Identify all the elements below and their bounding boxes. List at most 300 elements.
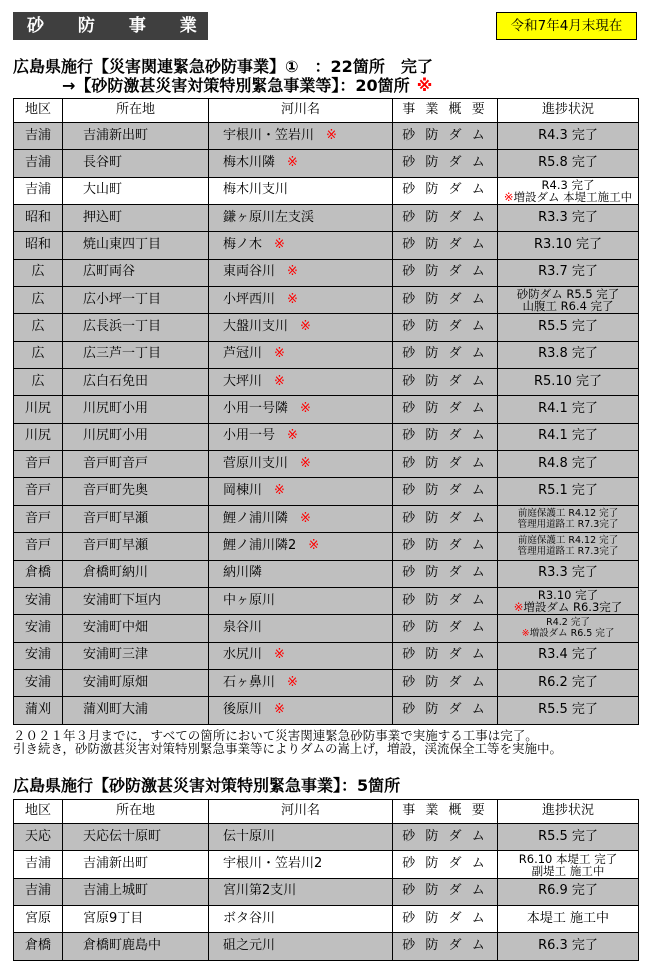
river-cell — [209, 824, 393, 851]
progress-text: R5.5 完了 — [538, 828, 598, 844]
table-header-row — [14, 99, 639, 123]
summary-cell: 砂 防 ダ ム — [393, 533, 498, 560]
table-row — [14, 341, 639, 368]
table-row — [14, 642, 639, 669]
table-row — [14, 906, 639, 933]
progress-text: 前庭保護工 R4.12 完了 — [517, 507, 619, 519]
river-cell — [209, 177, 393, 204]
river-mark: ※ — [274, 237, 285, 253]
disaster-erosion-control-table — [13, 98, 639, 725]
district-cell: 広 — [14, 287, 63, 314]
summary-cell: 砂 防 ダ ム — [393, 824, 498, 851]
section2-heading: 広島県施行【砂防激甚災害対策特別緊急事業】：5箇所 — [13, 776, 401, 795]
column-header-river: 河川名 — [209, 99, 393, 123]
progress-line — [498, 546, 638, 557]
location-cell: 広長浜一丁目 — [63, 314, 209, 341]
river-mark: ※ — [287, 428, 298, 444]
district-cell: 吉浦 — [14, 177, 63, 204]
summary-cell: 砂 防 ダ ム — [393, 478, 498, 505]
district-cell: 音戸 — [14, 533, 63, 560]
river-name: 鯉ノ浦川隣2 — [223, 537, 297, 553]
progress-cell — [498, 642, 639, 669]
river-name: 東両谷川 — [223, 264, 276, 280]
table-row — [14, 533, 639, 560]
progress-line — [498, 628, 638, 639]
column-header-summary: 事 業 概 要 — [393, 800, 498, 824]
section1-subheading-mark: ※ — [416, 76, 433, 95]
summary-cell: 砂 防 ダ ム — [393, 933, 498, 960]
river-name: 岡棟川 — [223, 483, 263, 499]
table-row — [14, 697, 639, 724]
district-cell: 宮原 — [14, 906, 63, 933]
section1-heading: 広島県施行【災害関連緊急砂防事業】① ：22箇所 完了 — [13, 57, 433, 76]
progress-cell — [498, 824, 639, 851]
district-cell: 倉橋 — [14, 560, 63, 587]
district-cell: 吉浦 — [14, 851, 63, 878]
district-cell: 倉橋 — [14, 933, 63, 960]
table-row — [14, 451, 639, 478]
river-name: 梅ノ木 — [223, 237, 263, 253]
river-name: 砠之元川 — [223, 938, 276, 954]
summary-cell: 砂 防 ダ ム — [393, 369, 498, 396]
summary-cell: 砂 防 ダ ム — [393, 505, 498, 532]
river-name: 大坪川 — [223, 373, 263, 389]
table-row — [14, 150, 639, 177]
river-mark: ※ — [274, 701, 285, 717]
progress-cell — [498, 123, 639, 150]
progress-mark: ※ — [503, 189, 514, 204]
progress-line — [498, 617, 638, 628]
district-cell: 吉浦 — [14, 150, 63, 177]
river-name: 伝十原川 — [223, 828, 276, 844]
district-cell: 安浦 — [14, 642, 63, 669]
district-cell: 川尻 — [14, 423, 63, 450]
progress-cell — [498, 478, 639, 505]
summary-cell: 砂 防 ダ ム — [393, 177, 498, 204]
location-cell: 安浦町原畑 — [63, 669, 209, 696]
progress-line — [498, 648, 638, 663]
location-cell: 安浦町下垣内 — [63, 587, 209, 614]
river-mark: ※ — [300, 510, 311, 526]
progress-line — [498, 865, 638, 877]
location-cell: 大山町 — [63, 177, 209, 204]
table-row — [14, 205, 639, 232]
table-row — [14, 259, 639, 286]
table-header-row — [14, 800, 639, 824]
river-mark: ※ — [274, 647, 285, 663]
progress-text: R4.2 完了 — [546, 617, 590, 629]
progress-cell — [498, 423, 639, 450]
location-cell: 広町両谷 — [63, 259, 209, 286]
location-cell: 天応伝十原町 — [63, 824, 209, 851]
progress-cell — [498, 369, 639, 396]
river-name: 納川隣 — [223, 565, 263, 581]
progress-line — [498, 566, 638, 581]
table-row — [14, 878, 639, 905]
district-cell: 安浦 — [14, 587, 63, 614]
table-row — [14, 396, 639, 423]
river-mark: ※ — [326, 127, 337, 143]
location-cell: 川尻町小用 — [63, 396, 209, 423]
progress-text: R3.10 完了 — [537, 588, 599, 603]
district-cell: 広 — [14, 369, 63, 396]
location-cell: 川尻町小用 — [63, 423, 209, 450]
column-header-district: 地区 — [14, 99, 63, 123]
table-header — [14, 800, 639, 824]
progress-text: 山腹工 R6.4 完了 — [522, 299, 614, 314]
special-emergency-project-table — [13, 799, 639, 961]
district-cell: 音戸 — [14, 451, 63, 478]
district-cell: 音戸 — [14, 478, 63, 505]
summary-cell: 砂 防 ダ ム — [393, 396, 498, 423]
district-cell: 広 — [14, 341, 63, 368]
river-cell — [209, 396, 393, 423]
column-header-progress: 進捗状況 — [498, 99, 639, 123]
district-cell: 音戸 — [14, 505, 63, 532]
progress-line — [498, 535, 638, 546]
progress-cell — [498, 933, 639, 960]
progress-cell — [498, 232, 639, 259]
progress-line — [498, 129, 638, 144]
table-row — [14, 669, 639, 696]
table-row — [14, 824, 639, 851]
river-cell — [209, 369, 393, 396]
progress-cell — [498, 287, 639, 314]
progress-text: 管理用道路工 R7.3完了 — [517, 518, 619, 530]
progress-text: R5.10 完了 — [533, 373, 603, 389]
column-header-location: 所在地 — [63, 800, 209, 824]
summary-cell: 砂 防 ダ ム — [393, 642, 498, 669]
progress-text: 管理用道路工 R7.3完了 — [517, 546, 619, 558]
river-mark: ※ — [300, 401, 311, 417]
table-row — [14, 314, 639, 341]
river-name: 水尻川 — [223, 647, 263, 663]
river-mark: ※ — [287, 291, 298, 307]
progress-cell — [498, 314, 639, 341]
progress-text: R5.5 完了 — [538, 319, 598, 335]
progress-cell — [498, 615, 639, 642]
column-header-summary: 事 業 概 要 — [393, 99, 498, 123]
district-cell: 昭和 — [14, 205, 63, 232]
river-name: 中ヶ原川 — [223, 592, 276, 608]
district-cell: 蒲刈 — [14, 697, 63, 724]
river-name: 小用一号隣 — [223, 401, 289, 417]
summary-cell: 砂 防 ダ ム — [393, 259, 498, 286]
progress-text: R6.3 完了 — [538, 938, 598, 954]
location-cell: 安浦町中畑 — [63, 615, 209, 642]
progress-text: R6.10 本堤工 完了 — [518, 851, 618, 866]
district-cell: 広 — [14, 314, 63, 341]
river-name: 小坪西川 — [223, 291, 276, 307]
river-name: 石ヶ鼻川 — [223, 674, 276, 690]
summary-cell: 砂 防 ダ ム — [393, 560, 498, 587]
progress-line — [498, 265, 638, 280]
location-cell: 音戸町早瀬 — [63, 533, 209, 560]
progress-cell — [498, 851, 639, 878]
progress-text: 副堤工 施工中 — [531, 863, 605, 878]
progress-line — [498, 601, 638, 613]
location-cell: 音戸町音戸 — [63, 451, 209, 478]
progress-line — [498, 830, 638, 845]
progress-cell — [498, 697, 639, 724]
river-cell — [209, 423, 393, 450]
progress-cell — [498, 533, 639, 560]
summary-cell: 砂 防 ダ ム — [393, 697, 498, 724]
progress-cell — [498, 878, 639, 905]
table-row — [14, 615, 639, 642]
progress-line — [498, 703, 638, 718]
river-cell — [209, 150, 393, 177]
progress-mark: ※ — [513, 600, 524, 615]
progress-cell — [498, 205, 639, 232]
river-cell — [209, 123, 393, 150]
progress-text: 増設ダム R6.3完了 — [523, 600, 623, 615]
summary-cell: 砂 防 ダ ム — [393, 851, 498, 878]
progress-text: R6.9 完了 — [538, 883, 598, 899]
progress-cell — [498, 341, 639, 368]
river-mark: ※ — [274, 346, 285, 362]
table-row — [14, 232, 639, 259]
river-cell — [209, 851, 393, 878]
summary-cell: 砂 防 ダ ム — [393, 615, 498, 642]
summary-cell: 砂 防 ダ ム — [393, 423, 498, 450]
river-cell — [209, 906, 393, 933]
table-row — [14, 423, 639, 450]
progress-line — [498, 238, 638, 253]
summary-cell: 砂 防 ダ ム — [393, 906, 498, 933]
page-title: 砂 防 事 業 — [13, 12, 208, 40]
section1-subheading — [62, 77, 432, 95]
river-cell — [209, 205, 393, 232]
river-name: 鯉ノ浦川隣 — [223, 510, 289, 526]
progress-line — [498, 156, 638, 171]
progress-line — [498, 375, 638, 390]
location-cell: 吉浦新出町 — [63, 851, 209, 878]
summary-cell: 砂 防 ダ ム — [393, 878, 498, 905]
river-cell — [209, 478, 393, 505]
progress-line — [498, 300, 638, 312]
progress-cell — [498, 259, 639, 286]
river-cell — [209, 560, 393, 587]
river-name: 宇根川・笠岩川2 — [223, 856, 323, 872]
column-header-district: 地区 — [14, 800, 63, 824]
location-cell: 広白石免田 — [63, 369, 209, 396]
column-header-river: 河川名 — [209, 800, 393, 824]
progress-text: R4.3 完了 — [541, 177, 595, 192]
table-row — [14, 123, 639, 150]
summary-cell: 砂 防 ダ ム — [393, 232, 498, 259]
location-cell: 安浦町三津 — [63, 642, 209, 669]
table-row — [14, 560, 639, 587]
progress-text: R3.3 完了 — [538, 209, 598, 225]
progress-line — [498, 912, 638, 927]
summary-cell: 砂 防 ダ ム — [393, 150, 498, 177]
river-cell — [209, 232, 393, 259]
table-row — [14, 478, 639, 505]
river-cell — [209, 533, 393, 560]
river-cell — [209, 314, 393, 341]
summary-cell: 砂 防 ダ ム — [393, 205, 498, 232]
location-cell: 長谷町 — [63, 150, 209, 177]
progress-line — [498, 508, 638, 519]
table-row — [14, 505, 639, 532]
note-line: ２０２１年３月までに，すべての箇所において災害関連緊急砂防事業で実施する工事は完了。 — [13, 728, 538, 743]
location-cell: 蒲刈町大浦 — [63, 697, 209, 724]
location-cell: 吉浦新出町 — [63, 123, 209, 150]
progress-text: R4.1 完了 — [538, 401, 598, 417]
river-cell — [209, 933, 393, 960]
river-mark: ※ — [308, 537, 320, 553]
progress-cell — [498, 560, 639, 587]
river-name: 宇根川・笠岩川 — [223, 127, 315, 143]
river-name: 菅原川支川 — [223, 455, 289, 471]
progress-line — [498, 320, 638, 335]
notes — [13, 729, 643, 755]
progress-text: R3.3 完了 — [538, 565, 598, 581]
river-name: 後原川 — [223, 701, 263, 717]
progress-text: R4.3 完了 — [538, 127, 598, 143]
location-cell: 倉橋町納川 — [63, 560, 209, 587]
location-cell: 押込町 — [63, 205, 209, 232]
district-cell: 広 — [14, 259, 63, 286]
district-cell: 川尻 — [14, 396, 63, 423]
river-cell — [209, 587, 393, 614]
district-cell: 安浦 — [14, 669, 63, 696]
progress-line — [498, 519, 638, 530]
progress-text: R5.8 完了 — [538, 155, 598, 171]
location-cell: 吉浦上城町 — [63, 878, 209, 905]
progress-line — [498, 676, 638, 691]
progress-text: 増設ダム 本堤工施工中 — [513, 189, 633, 204]
progress-line — [498, 211, 638, 226]
progress-text: R5.1 完了 — [538, 483, 598, 499]
table-body — [14, 123, 639, 725]
river-mark: ※ — [274, 483, 285, 499]
district-cell: 安浦 — [14, 615, 63, 642]
table-body — [14, 824, 639, 961]
river-name: 芦冠川 — [223, 346, 263, 362]
progress-line — [498, 347, 638, 362]
progress-text: R6.2 完了 — [538, 674, 598, 690]
progress-line — [498, 484, 638, 499]
progress-text: R5.5 完了 — [538, 701, 598, 717]
progress-line — [498, 457, 638, 472]
progress-text: R3.10 完了 — [533, 237, 603, 253]
river-mark: ※ — [274, 373, 285, 389]
progress-cell — [498, 451, 639, 478]
progress-cell — [498, 906, 639, 933]
river-name: 泉谷川 — [223, 619, 263, 635]
river-name: 小用一号 — [223, 428, 276, 444]
progress-text: 増設ダム R6.5 完了 — [529, 628, 615, 640]
as-of-date: 令和7年4月末現在 — [496, 12, 637, 40]
column-header-location: 所在地 — [63, 99, 209, 123]
location-cell: 音戸町早瀬 — [63, 505, 209, 532]
river-cell — [209, 341, 393, 368]
district-cell: 天応 — [14, 824, 63, 851]
location-cell: 焼山東四丁目 — [63, 232, 209, 259]
progress-line — [498, 191, 638, 203]
section1-subheading-text: →【砂防激甚災害対策特別緊急事業等】：20箇所 — [62, 76, 410, 95]
table-row — [14, 177, 639, 204]
river-mark: ※ — [300, 319, 311, 335]
progress-text: R3.4 完了 — [538, 647, 598, 663]
progress-text: 前庭保護工 R4.12 完了 — [517, 535, 619, 547]
summary-cell: 砂 防 ダ ム — [393, 287, 498, 314]
progress-mark: ※ — [521, 628, 530, 640]
river-name: 鎌ヶ原川左支渓 — [223, 209, 315, 225]
river-cell — [209, 697, 393, 724]
summary-cell: 砂 防 ダ ム — [393, 123, 498, 150]
table-row — [14, 851, 639, 878]
summary-cell: 砂 防 ダ ム — [393, 341, 498, 368]
progress-cell — [498, 587, 639, 614]
summary-cell: 砂 防 ダ ム — [393, 669, 498, 696]
progress-text: 本堤工 施工中 — [526, 910, 610, 926]
progress-text: R3.8 完了 — [538, 346, 598, 362]
district-cell: 吉浦 — [14, 878, 63, 905]
location-cell: 広小坪一丁目 — [63, 287, 209, 314]
river-name: 梅木川隣 — [223, 155, 276, 171]
progress-line — [498, 402, 638, 417]
progress-cell — [498, 396, 639, 423]
table-row — [14, 287, 639, 314]
river-name: 梅木川支川 — [223, 182, 289, 198]
river-cell — [209, 259, 393, 286]
progress-text: R4.8 完了 — [538, 455, 598, 471]
river-mark: ※ — [287, 155, 298, 171]
progress-line — [498, 884, 638, 899]
note-line: 引き続き，砂防激甚災害対策特別緊急事業等によりダムの嵩上げ，増設，渓流保全工等を実施中。 — [13, 741, 563, 756]
table-header — [14, 99, 639, 123]
summary-cell: 砂 防 ダ ム — [393, 451, 498, 478]
progress-cell — [498, 505, 639, 532]
location-cell: 倉橋町鹿島中 — [63, 933, 209, 960]
river-cell — [209, 642, 393, 669]
river-name: 宮川第2支川 — [223, 883, 297, 899]
progress-text: 砂防ダム R5.5 完了 — [516, 287, 620, 302]
progress-text: R4.1 完了 — [538, 428, 598, 444]
district-cell: 昭和 — [14, 232, 63, 259]
location-cell: 音戸町先奥 — [63, 478, 209, 505]
river-mark: ※ — [300, 455, 311, 471]
river-cell — [209, 451, 393, 478]
river-name: ボタ谷川 — [223, 910, 276, 926]
summary-cell: 砂 防 ダ ム — [393, 587, 498, 614]
progress-cell — [498, 150, 639, 177]
table-row — [14, 587, 639, 614]
district-cell: 吉浦 — [14, 123, 63, 150]
river-cell — [209, 615, 393, 642]
progress-text: R3.7 完了 — [538, 264, 598, 280]
column-header-progress: 進捗状況 — [498, 800, 639, 824]
river-cell — [209, 878, 393, 905]
river-cell — [209, 505, 393, 532]
table-row — [14, 369, 639, 396]
summary-cell: 砂 防 ダ ム — [393, 314, 498, 341]
river-mark: ※ — [287, 264, 298, 280]
progress-cell — [498, 669, 639, 696]
progress-line — [498, 939, 638, 954]
river-cell — [209, 669, 393, 696]
river-name: 大盤川支川 — [223, 319, 289, 335]
table-row — [14, 933, 639, 960]
river-mark: ※ — [287, 674, 298, 690]
location-cell: 宮原9丁目 — [63, 906, 209, 933]
location-cell: 広三芦一丁目 — [63, 341, 209, 368]
river-cell — [209, 287, 393, 314]
progress-line — [498, 429, 638, 444]
